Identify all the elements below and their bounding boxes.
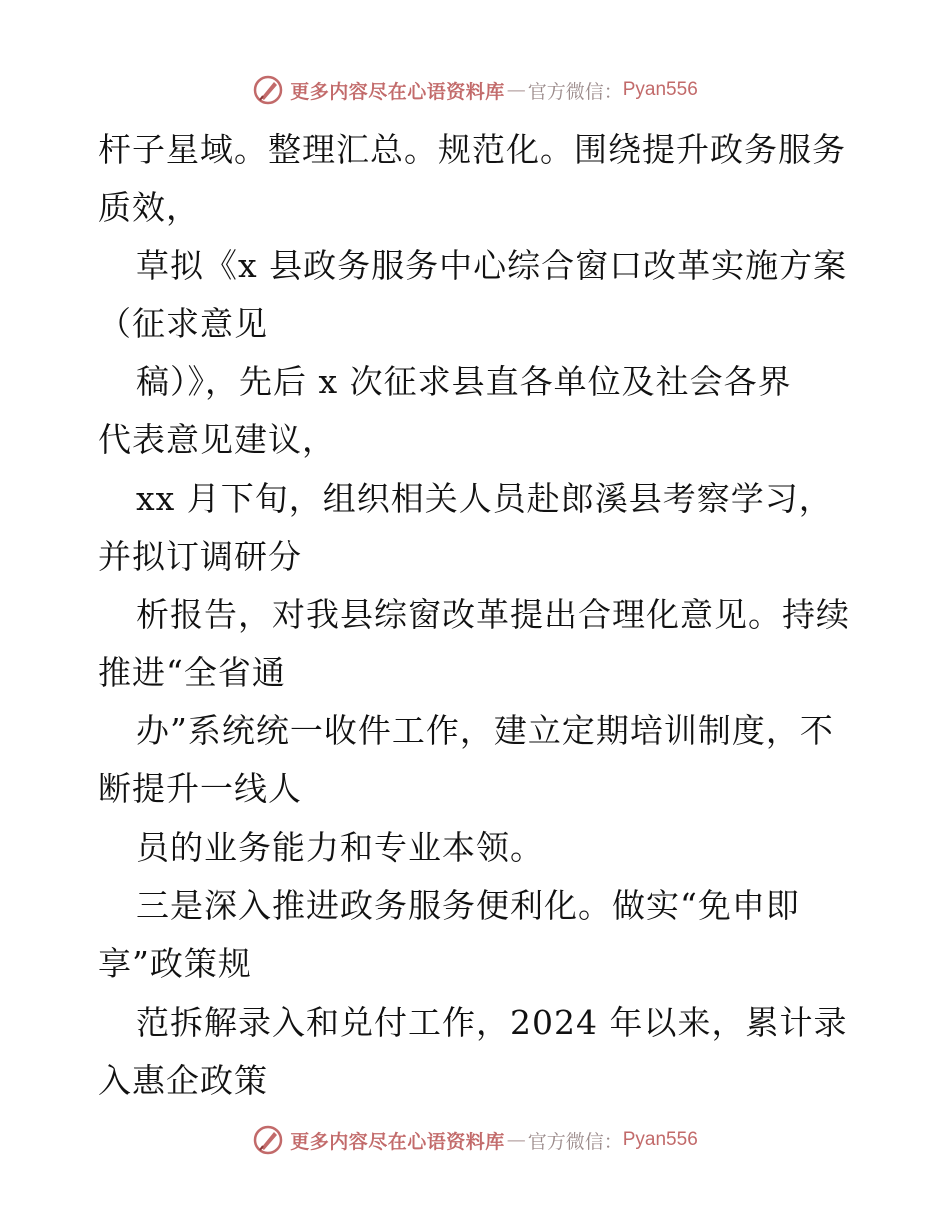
- body-line: （征求意见: [98, 304, 268, 343]
- body-line: 质效，: [98, 188, 200, 227]
- body-line: 代表意见建议，: [98, 420, 336, 459]
- body-line: 入惠企政策: [98, 1061, 268, 1100]
- header-brand-text: 更多内容尽在心语资料库: [290, 80, 505, 103]
- header-watermark-banner: [0, 70, 950, 110]
- footer-wechat-label: 官方微信：: [527, 1130, 623, 1153]
- body-line: 三是深入推进政务服务便利化。做实“免申即: [136, 886, 800, 925]
- body-line: 享”政策规: [98, 944, 252, 983]
- body-line: 稿）》，先后 x 次征求县直各单位及社会各界: [136, 362, 792, 401]
- footer-brand-text: 更多内容尽在心语资料库: [290, 1130, 505, 1153]
- body-line: 办”系统统一收件工作，建立定期培训制度，不: [136, 711, 834, 750]
- body-line: 杆子星域。整理汇总。规范化。围绕提升政务服务: [98, 130, 846, 169]
- quill-pen-logo-icon: [252, 74, 284, 106]
- header-wechat-label: 官方微信：: [527, 80, 623, 103]
- footer-watermark-banner: [0, 1120, 950, 1160]
- body-line: 析报告，对我县综窗改革提出合理化意见。持续: [136, 595, 850, 634]
- footer-wechat-handle: Pyan556: [622, 1129, 698, 1150]
- body-line: 草拟《x 县政务服务中心综合窗口改革实施方案: [136, 246, 848, 285]
- quill-pen-logo-icon: [252, 1124, 284, 1156]
- footer-separator: —: [506, 1129, 526, 1151]
- header-wechat-handle: Pyan556: [622, 79, 698, 100]
- body-line: 范拆解录入和兑付工作，2024 年以来，累计录: [136, 1003, 848, 1042]
- body-line: xx 月下旬，组织相关人员赴郎溪县考察学习，: [136, 479, 833, 518]
- body-line: 并拟订调研分: [98, 537, 302, 576]
- body-line: 员的业务能力和专业本领。: [136, 828, 544, 867]
- body-line: 推进“全省通: [98, 653, 286, 692]
- header-separator: —: [506, 79, 526, 101]
- body-line: 断提升一线人: [98, 769, 302, 808]
